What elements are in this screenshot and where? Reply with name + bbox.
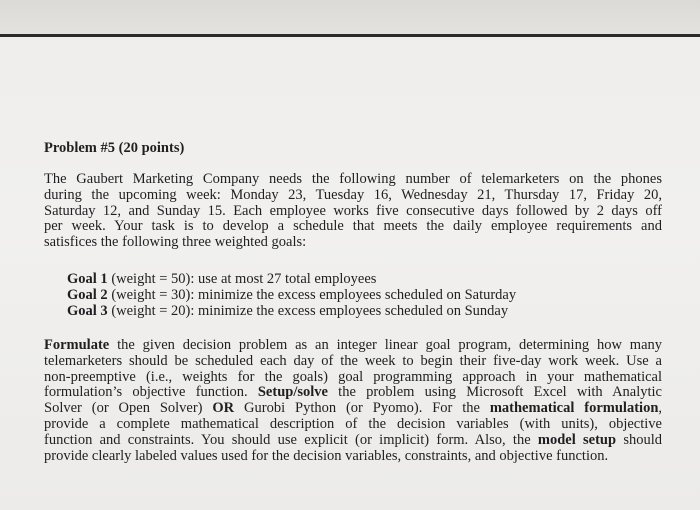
or-keyword: OR [212, 400, 235, 417]
formulate-paragraph [44, 338, 662, 464]
intro-line: per week. Your task is to develop a schedule that meets the daily employee requirements and [44, 218, 662, 235]
goal-label: Goal 1 [67, 271, 108, 287]
formulate-text: function and constraints. You should use explicit (or implicit) form. Also, the [44, 431, 538, 448]
formulate-line: non-preemptive (i.e., weights for the goals) goal programming approach in your mathematical [44, 368, 662, 385]
goal-item [67, 272, 567, 288]
mathematical-formulation-keyword: mathematical formulation [489, 400, 659, 417]
formulate-line: provide a complete mathematical description of the decision variables (with units), objective [44, 415, 662, 432]
intro-line: during the upcoming week: Monday 23, Tuesday 16, Wednesday 21, Thursday 17, Friday 20, [44, 186, 662, 203]
formulate-line: telemarketers should be scheduled each day of the week to begin their five-day work week. Use a [44, 352, 662, 369]
formulate-line [44, 401, 662, 417]
formulate-text: , [658, 400, 663, 417]
intro-line: satisfices the following three weighted goals: [44, 234, 307, 251]
formulate-text: the problem using Microsoft Excel with Analytic [327, 384, 662, 401]
formulate-keyword: Formulate [44, 337, 110, 353]
formulate-text: Gurobi Python (or Pyomo). For the [234, 400, 490, 417]
goal-text: (weight = 50): use at most 27 total employees [107, 271, 377, 287]
problem-intro-paragraph [44, 172, 662, 251]
formulate-text: should [616, 431, 662, 448]
formulate-line [44, 338, 662, 354]
formulate-text: Solver (or Open Solver) [44, 400, 213, 417]
intro-line: The Gaubert Marketing Company needs the following number of telemarketers on the phones [44, 171, 662, 187]
goal-label: Goal 2 [67, 286, 108, 303]
goal-item [67, 304, 567, 320]
setup-solve-keyword: Setup/solve [257, 384, 328, 401]
goal-label: Goal 3 [67, 302, 108, 319]
goal-text: (weight = 20): minimize the excess employees scheduled on Sunday [107, 302, 509, 319]
goals-list [67, 272, 567, 319]
model-setup-keyword: model setup [537, 431, 617, 448]
formulate-line: provide clearly labeled values used for the decision variables, constraints, and objective function. [44, 447, 609, 464]
formulate-text: formulation’s objective function. [44, 384, 258, 401]
problem-title: Problem #5 (20 points) [44, 140, 185, 156]
goal-text: (weight = 30): minimize the excess employees scheduled on Saturday [107, 286, 517, 303]
intro-line: Saturday 12, and Sunday 15. Each employee works five consecutive days followed by 2 days off [44, 202, 662, 219]
top-band [0, 0, 700, 34]
formulate-line [44, 385, 662, 401]
formulate-line [44, 433, 662, 449]
goal-item [67, 288, 567, 304]
formulate-text: the given decision problem as an integer linear goal program, determining how many [109, 337, 662, 353]
